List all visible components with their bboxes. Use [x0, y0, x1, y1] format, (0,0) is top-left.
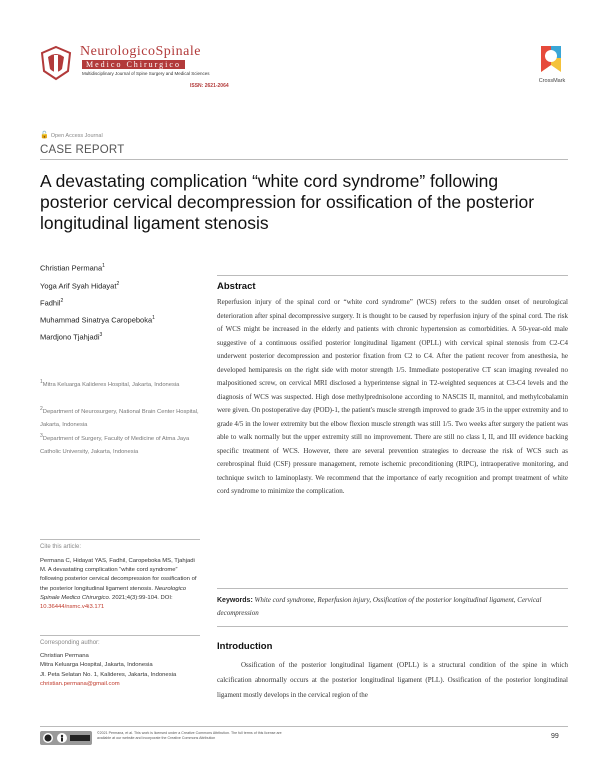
journal-logo — [38, 45, 74, 81]
divider — [217, 275, 568, 276]
corresponding-address1: Mitra Keluarga Hospital, Jakarta, Indonesia — [40, 662, 153, 669]
abstract-body: Reperfusion injury of the spinal cord or “white cord syndrome” (WCS) refers to the sudden onset of neurological deterioration after spinal decompressive surgery. It is thought to be caused by reperfusion injury of the spinal cord. The risk of WCS might be increased in the elderly and patients with chronic hypertension as comorbidities. A 50-year-old male suggestive of a continuous ossified posterior longitudinal ligament (OPLL) with cervical spinal stenosis from C2-C4 underwent posterior decompression and posterior fixation from C2 to C4. After the patient recover from anesthesia, he developed hemiparesis on the right side with motor strength 1/5. Immediate postoperative CT scan imaging revealed no malpositioned screw, on cervical MRI disclosed a hyperintense signal in T2-weighted sequences at C3-C4 levels and the diagnosis of WCS was suspected. High dose methylprednisolone according to NASCIS II, mannitol, and methylcobalamin were given. On postoperative day (POD)-1, the patient's muscle strength improved to grade 3/5 in the upper extremity and to grade 4/5 in the lower extremity but the elbow flexion muscle strength was still 1/5. Two weeks after surgery the patient was able to walk normally but the upper extremity still no improvement. There are still no class I, II, and III evidence backing specific treatment of WCS. However, there are several prevention strategies to decrease the risk of WCS such as cerebrospinal fluid (CSF) pressure management, remote ischemic preconditioning (RIPC), intraoperative monitoring, and technique switch to laminoplasty. We recommend that the importance of early recognition and prompt treatment of white cord syndrome to minimize the complication. — [217, 298, 568, 495]
abstract-heading: Abstract — [217, 281, 256, 292]
article-title: A devastating complication “white cord syndrome” following posterior cervical decompression for ossification of the posterior longitudinal ligament stenosis — [40, 171, 535, 233]
corresponding-address2: Jl. Peta Selatan No. 1, Kalideres, Jakarta, Indonesia — [40, 671, 177, 678]
journal-tagline: Multidisciplinary Journal of Spine Surgery and Medical Sciences — [82, 71, 210, 76]
crossmark-icon[interactable] — [538, 44, 564, 74]
journal-subtitle: Medico Chirurgico — [82, 60, 185, 69]
divider — [40, 539, 200, 540]
author-1: Christian Permana$^1$ — [40, 263, 105, 273]
introduction-body: Ossification of the posterior longitudinal ligament (OPLL) is a structural condition of the spine in which calcification abnormally occurs at the posterior longitudinal ligament (PLL). Ossification of the posterior longitudinal ligament mostly develops in the cervical region of the — [217, 661, 568, 699]
open-access-row — [40, 131, 103, 139]
cite-label: Cite this article: — [40, 544, 82, 550]
citation-text: Permana C, Hidayat YAS, Fadhil, Caropeboka MS, Tjahjadi M. A devastating complication “white cord syndrome” following posterior cervical decompression for ossification of the posterior longitudinal ligament stenosis. Neurologico Spinale Medico Chirurgico. 2021;4(3):99-104. DOI: 10.36444/nsmc.v4i3.171 — [40, 558, 197, 611]
divider — [40, 635, 200, 636]
crossmark-label: CrossMark — [538, 78, 566, 84]
author-3: Fadhil$^2$ — [40, 298, 64, 308]
open-lock-icon: 🔓 — [40, 132, 49, 139]
corresponding-name: Christian Permana — [40, 653, 89, 659]
affiliation-1: $^1$Mitra Keluarga Kalideres Hospital, Jakarta, Indonesia — [40, 379, 180, 388]
corresponding-email[interactable]: christian.permana@gmail.com — [40, 681, 120, 688]
creative-commons-icon[interactable] — [40, 731, 92, 745]
article-type: CASE REPORT — [40, 144, 125, 156]
introduction-heading: Introduction — [217, 641, 273, 652]
page-number: 99 — [551, 733, 559, 740]
author-4: Muhammad Sinatrya Caropeboka$^1$ — [40, 315, 155, 325]
divider — [217, 588, 568, 589]
open-access-label: Open Access Journal — [50, 133, 103, 139]
affiliation-3: $^3$Department of Surgery, Faculty of Medicine of Atma Jaya Catholic University, Jakarta, Indonesia — [40, 433, 190, 455]
license-text: ©2021 Permana, et al. This work is licensed under a Creative Commons Attribution. The full terms of this license are available at our website and incorporate the Creative Commons Attribution — [97, 731, 282, 740]
issn: ISSN: 2621-2064 — [190, 83, 229, 89]
journal-name: NeurologicoSpinale — [80, 44, 201, 59]
divider — [217, 626, 568, 627]
correspondence-block — [40, 652, 198, 690]
author-5: Mardjono Tjahjadi$^3$ — [40, 332, 103, 342]
divider — [40, 726, 568, 727]
doi-link[interactable]: 10.36444/nsmc.v4i3.171 — [40, 604, 105, 611]
author-2: Yoga Arif Syah Hidayat$^2$ — [40, 281, 120, 291]
keywords: Keywords: White cord syndrome, Reperfusion injury, Ossification of the posterior longitudinal ligament, Cervical decompression — [217, 596, 542, 617]
corresponding-label: Corresponding author: — [40, 640, 100, 646]
divider — [40, 159, 568, 160]
affiliation-2: $^2$Department of Neurosurgery, National Brain Center Hospital, Jakarta, Indonesia — [40, 406, 199, 428]
